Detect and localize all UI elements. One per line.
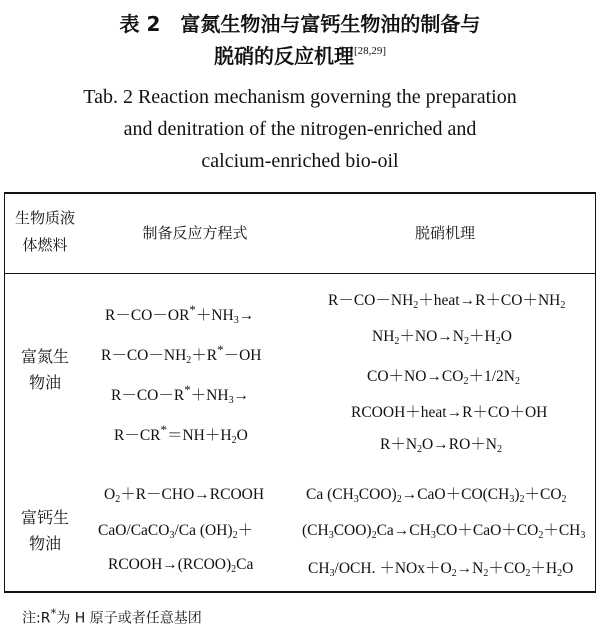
prep-equation: CaO/CaCO$_3$/Ca $(OH)_2+$ bbox=[98, 522, 254, 541]
caption-reference: [28,29] bbox=[353, 45, 387, 57]
row-calcium-category-line1: 富钙生 bbox=[20, 508, 69, 527]
denitration-equation: $R-CO-NH_2+heat\to R+CO+NH_2$ bbox=[328, 292, 566, 311]
denitration-equation: $CH_3$/OCH. $+NOx+O_2\to N_2+CO_2+H_2O$ bbox=[308, 560, 574, 579]
table-header-rule bbox=[4, 273, 596, 274]
prep-equation: $R-CR^*=NH+H_2O$ bbox=[114, 422, 248, 447]
row-nitrogen-category bbox=[4, 344, 86, 396]
header-fuel-type-line2: 体燃料 bbox=[22, 236, 68, 254]
header-preparation: 制备反应方程式 bbox=[142, 224, 248, 242]
row-calcium-category bbox=[4, 505, 86, 557]
prep-equation: $O_2+R-CHO\to RCOOH$ bbox=[104, 486, 265, 505]
header-fuel-type-line1: 生物质液 bbox=[14, 209, 75, 227]
caption-cn-line1: 表 2 富氮生物油与富钙生物油的制备与 bbox=[119, 12, 481, 36]
row-nitrogen-category-line2: 物油 bbox=[28, 373, 61, 392]
denitration-equation: $CO+NO\to CO_2+1/2N_2$ bbox=[367, 368, 520, 387]
caption-en-line3: calcium-enriched bio-oil bbox=[201, 150, 399, 172]
prep-equation: $R-CO-NH_2+R^*-OH$ bbox=[101, 342, 262, 367]
header-denitration: 脱硝机理 bbox=[414, 224, 475, 242]
table-right-border bbox=[595, 192, 596, 593]
caption-en-line2: and denitration of the nitrogen-enriched and bbox=[123, 118, 477, 140]
caption-en-line1: Tab. 2 Reaction mechanism governing the preparation bbox=[83, 86, 517, 108]
denitration-equation: $(CH_3COO)_2Ca\to CH_3CO+CaO+CO_2+CH_3$ bbox=[302, 522, 586, 541]
prep-equation: $R-CO-OR^*+NH_3\to$ bbox=[105, 302, 255, 327]
table-bottom-rule bbox=[4, 591, 596, 593]
caption-cn-line2-text: 脱硝的反应机理 bbox=[213, 44, 354, 68]
row-calcium-category-line2: 物油 bbox=[28, 534, 61, 553]
table-top-rule bbox=[4, 192, 596, 194]
prep-equation: $R-CO-R^*+NH_3\to$ bbox=[111, 382, 250, 407]
denitration-equation: Ca $(CH_3COO)_2\to CaO+CO(CH_3)_2+CO_2$ bbox=[306, 486, 567, 505]
denitration-equation: $NH_2+NO\to N_2+H_2O$ bbox=[372, 328, 512, 347]
row-nitrogen-category-line1: 富氮生 bbox=[20, 347, 69, 366]
caption-cn-line2 bbox=[0, 40, 600, 69]
table-note: 注:R*为 H 原子或者任意基团 bbox=[22, 606, 202, 627]
denitration-equation: $R+N_2O\to RO+N_2$ bbox=[380, 436, 502, 455]
denitration-equation: RCOOH＋heat→R＋CO＋OH bbox=[351, 404, 548, 421]
prep-equation: $RCOOH\to(RCOO)_2Ca$ bbox=[108, 556, 254, 575]
header-fuel-type bbox=[4, 205, 86, 259]
